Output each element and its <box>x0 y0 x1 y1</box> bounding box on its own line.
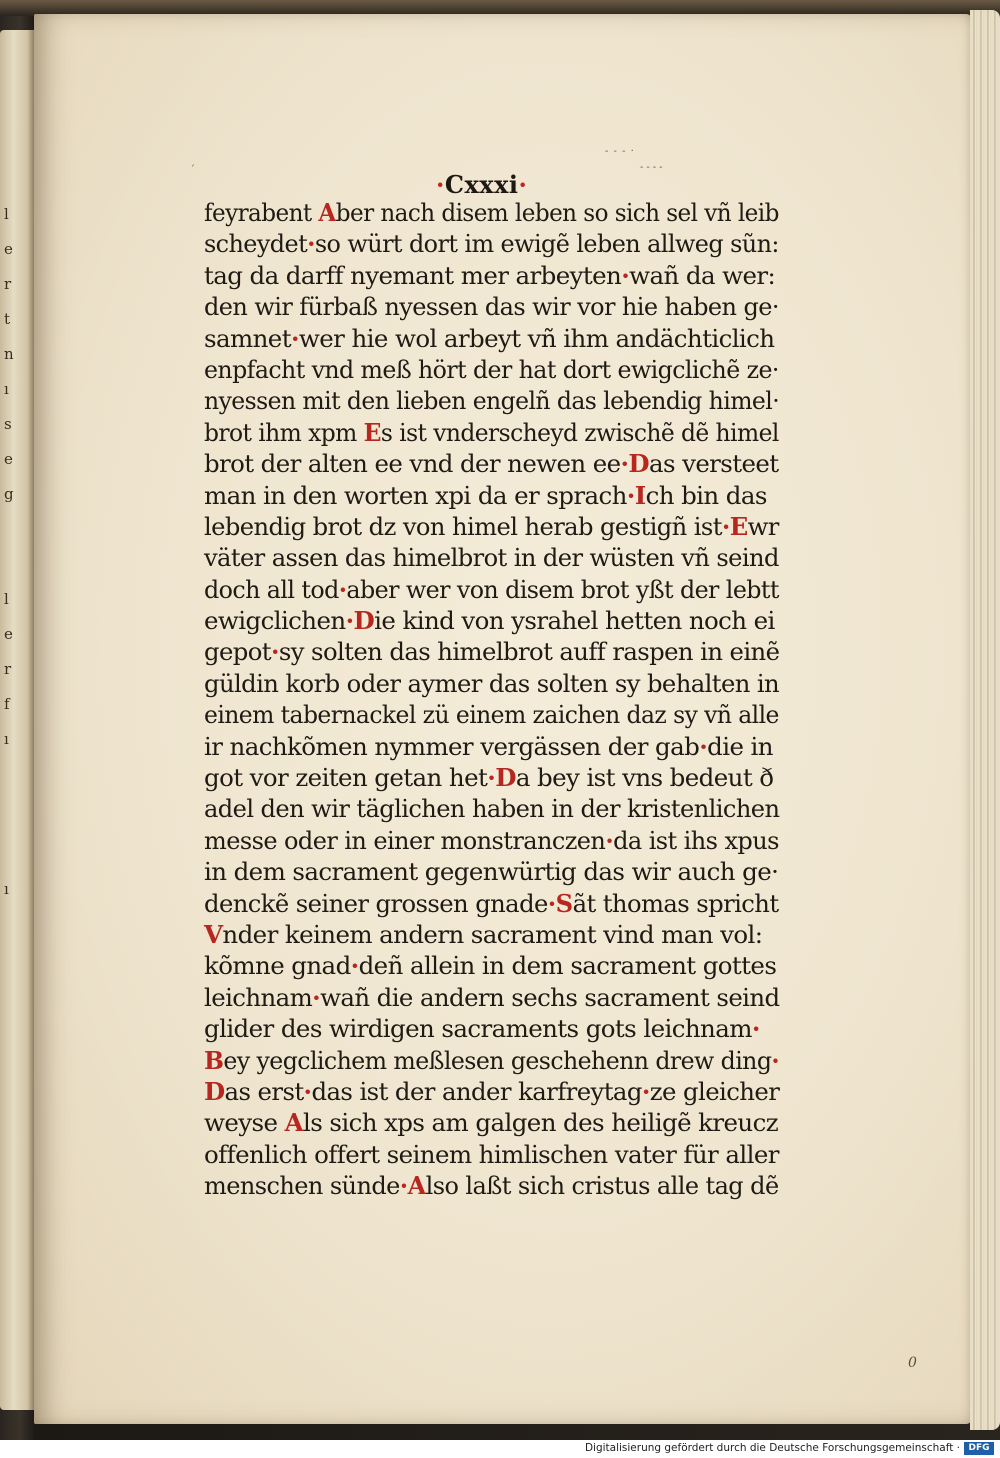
rubric-mark: V <box>204 919 223 949</box>
rubric-mark: · <box>350 951 359 981</box>
rubric-mark: · <box>303 1076 312 1106</box>
rubric-mark: · <box>338 574 347 604</box>
text-segment: nder keinem andern sacrament vind man vol: <box>222 919 763 949</box>
text-segment: a bey ist vns bedeut ð <box>515 763 774 793</box>
folio-dot: · <box>518 170 528 199</box>
footer-credit: Digitalisierung gefördert durch die Deutsche Forschungsgemeinschaft · <box>584 1442 960 1454</box>
prev-page-glyph: t <box>4 310 11 328</box>
text-segment: güldin korb oder aymer das solten sy behalten in <box>204 668 780 698</box>
rubric-mark: · <box>487 763 496 793</box>
text-segment: lebendig brot dz von himel herab gestigñ ist <box>204 511 722 541</box>
rubric-mark: A <box>407 1171 426 1201</box>
rubric-mark: A <box>318 198 336 227</box>
text-line <box>204 1045 780 1076</box>
rubric-mark: · <box>621 260 630 290</box>
text-segment: glider des wirdigen sacraments gots leichnam <box>204 1014 752 1044</box>
rubric-mark: · <box>307 229 315 259</box>
text-segment: as versteet <box>648 449 779 479</box>
prev-page-glyph: e <box>4 450 13 468</box>
text-segment: scheydet <box>204 229 308 259</box>
rubric-mark: · <box>641 1076 650 1106</box>
text-line <box>204 888 779 919</box>
text-line <box>204 1170 779 1201</box>
prev-page-glyph: e <box>4 240 13 258</box>
text-segment: kõmne gnad <box>204 951 351 981</box>
text-segment: nyessen mit den lieben engelñ das lebendig himel· <box>204 386 780 416</box>
rubric-mark: · <box>721 511 730 541</box>
rubric-mark: I <box>634 480 646 510</box>
text-line <box>204 950 777 981</box>
text-segment: messe oder in einer monstranczen <box>204 825 606 855</box>
text-segment: wr <box>747 511 779 541</box>
text-segment: ir nachkõmen nymmer vergässen der gab <box>204 731 700 761</box>
text-segment: väter assen das himelbrot in der wüsten vñ seind <box>204 543 779 573</box>
rubric-mark: · <box>345 606 354 636</box>
text-segment: doch all tod <box>204 574 339 604</box>
rubric-mark: · <box>699 731 708 761</box>
text-line <box>204 605 775 636</box>
rubric-mark: D <box>204 1076 225 1106</box>
text-line <box>204 731 773 762</box>
text-segment: ze gleicher <box>649 1076 780 1106</box>
text-segment: feyrabent <box>204 198 319 227</box>
ink-speck: ˊ <box>190 165 195 176</box>
rubric-mark: E <box>363 417 381 447</box>
text-segment: brot der alten ee vnd der newen ee <box>204 449 621 479</box>
rubric-mark: · <box>751 1014 760 1044</box>
text-line <box>204 919 764 950</box>
ink-speck: ‐‐‐‐ <box>640 162 666 173</box>
text-segment: den wir fürbaß nyessen das wir vor hie haben ge· <box>204 292 779 322</box>
prev-page-glyph: g <box>4 485 14 503</box>
text-line <box>204 260 776 291</box>
text-segment: in dem sacrament gegenwürtig das wir auch ge· <box>204 857 779 887</box>
rubric-mark: D <box>495 763 516 793</box>
rubric-mark: · <box>290 323 299 353</box>
text-segment: sy solten das himelbrot auff raspen in einẽ <box>278 637 780 667</box>
text-segment: das ist der ander karfreytag <box>311 1076 642 1106</box>
rubric-mark: · <box>547 888 556 918</box>
rubric-mark: D <box>353 606 375 636</box>
text-line <box>204 762 774 793</box>
text-line <box>204 511 779 542</box>
page-stack-edge <box>970 10 1000 1430</box>
text-segment: menschen sünde <box>204 1171 400 1201</box>
text-segment: deñ allein in dem sacrament gottes <box>358 951 777 981</box>
rubric-mark: · <box>312 982 321 1012</box>
text-segment: einem tabernackel zü einem zaichen daz sy vñ alle <box>204 700 779 730</box>
text-line <box>204 417 779 448</box>
text-line <box>204 699 779 730</box>
prev-page-glyph: n <box>4 345 14 363</box>
ink-speck: - - - · <box>605 146 635 157</box>
rubric-mark: E <box>729 511 748 541</box>
text-line <box>204 385 780 416</box>
folio-number <box>436 170 527 199</box>
text-line <box>204 448 779 479</box>
rubric-mark: B <box>204 1045 224 1075</box>
text-segment: leichnam <box>204 982 313 1012</box>
rubric-mark: · <box>399 1171 408 1201</box>
text-line <box>204 480 767 511</box>
rubric-mark: D <box>628 449 649 479</box>
prev-page-glyph: ı <box>4 880 9 898</box>
text-segment: brot ihm xpm <box>204 417 364 447</box>
prev-page-glyph: r <box>4 275 12 293</box>
footer-bar <box>0 1440 1000 1458</box>
text-segment: lso laßt sich cristus alle tag dẽ <box>425 1171 779 1201</box>
prev-page-glyph: r <box>4 660 12 678</box>
text-segment: aber wer von disem brot yßt der lebtt <box>346 574 779 604</box>
text-line <box>204 856 779 887</box>
text-line <box>204 197 779 228</box>
prev-page-glyph: ı <box>4 730 9 748</box>
rubric-mark: · <box>605 825 614 855</box>
rubric-mark: · <box>270 637 279 667</box>
rubric-mark: · <box>771 1045 780 1075</box>
text-segment: got vor zeiten getan het <box>204 763 488 793</box>
text-segment: tag da darff nyemant mer arbeyten <box>204 260 622 290</box>
text-block <box>204 197 780 1202</box>
folio-numeral: Cxxxi <box>444 170 519 199</box>
text-line <box>204 1013 764 1044</box>
text-segment: die in <box>707 731 773 761</box>
prev-page-glyph: ı <box>4 380 9 398</box>
prev-page-glyph: e <box>4 625 13 643</box>
text-segment: s ist vnderscheyd zwischẽ dẽ himel <box>380 417 779 447</box>
text-segment: samnet <box>204 323 291 353</box>
text-segment: enpfacht vnd meß hört der hat dort ewigclichẽ ze· <box>204 354 779 384</box>
text-segment: adel den wir täglichen haben in der kristenlichen <box>204 794 780 824</box>
text-segment: denckẽ seiner grossen gnade <box>204 888 548 918</box>
dfg-logo: DFG <box>964 1442 994 1455</box>
rubric-mark: A <box>284 1108 303 1138</box>
text-line <box>204 793 780 824</box>
text-line <box>204 1076 780 1107</box>
folio-dot: · <box>436 170 445 199</box>
text-segment: wer hie wol arbeyt vñ ihm andächticlich <box>298 323 775 353</box>
text-segment: ber nach disem leben so sich sel vñ leib <box>335 198 779 227</box>
text-segment: ey yegclichem meßlesen geschehenn drew ding <box>223 1045 772 1075</box>
text-line <box>204 228 779 259</box>
text-line <box>204 1107 779 1138</box>
rubric-mark: S <box>555 888 573 918</box>
prev-page-glyph: s <box>4 415 12 433</box>
text-segment: man in den worten xpi da er sprach <box>204 480 627 510</box>
text-line <box>204 574 779 605</box>
text-segment: ls sich xps am galgen des heiligẽ kreucz <box>303 1108 779 1138</box>
prev-page-glyph: f <box>4 695 10 713</box>
text-line <box>204 354 779 385</box>
text-segment: gepot <box>204 637 271 667</box>
text-segment: wañ die andern sechs sacrament seind <box>320 982 780 1012</box>
text-line <box>204 323 775 354</box>
text-line <box>204 1139 779 1170</box>
rubric-mark: · <box>626 480 635 510</box>
prev-page-glyph: l <box>4 205 9 223</box>
text-line <box>204 825 779 856</box>
page-mark: 0 <box>908 1355 917 1371</box>
text-line <box>204 982 780 1013</box>
prev-page-glyph: l <box>4 590 9 608</box>
text-line <box>204 291 779 322</box>
text-segment: ch bin das <box>645 480 767 510</box>
text-segment: ãt thomas spricht <box>572 888 779 918</box>
previous-page-edge <box>0 30 34 1410</box>
text-segment: as erst <box>224 1076 304 1106</box>
text-line <box>204 668 780 699</box>
rubric-mark: · <box>620 449 629 479</box>
text-segment: wañ da wer: <box>629 260 776 290</box>
text-segment: ie kind von ysrahel hetten noch ei <box>374 606 775 636</box>
text-line <box>204 542 779 573</box>
text-segment: ewigclichen <box>204 606 346 636</box>
text-segment: so würt dort im ewigẽ leben allweg sũn: <box>314 229 779 259</box>
text-segment: offenlich offert seinem himlischen vater für aller <box>204 1139 779 1169</box>
text-segment: da ist ihs xpus <box>613 825 779 855</box>
text-line <box>204 636 780 667</box>
text-segment: weyse <box>204 1108 285 1138</box>
